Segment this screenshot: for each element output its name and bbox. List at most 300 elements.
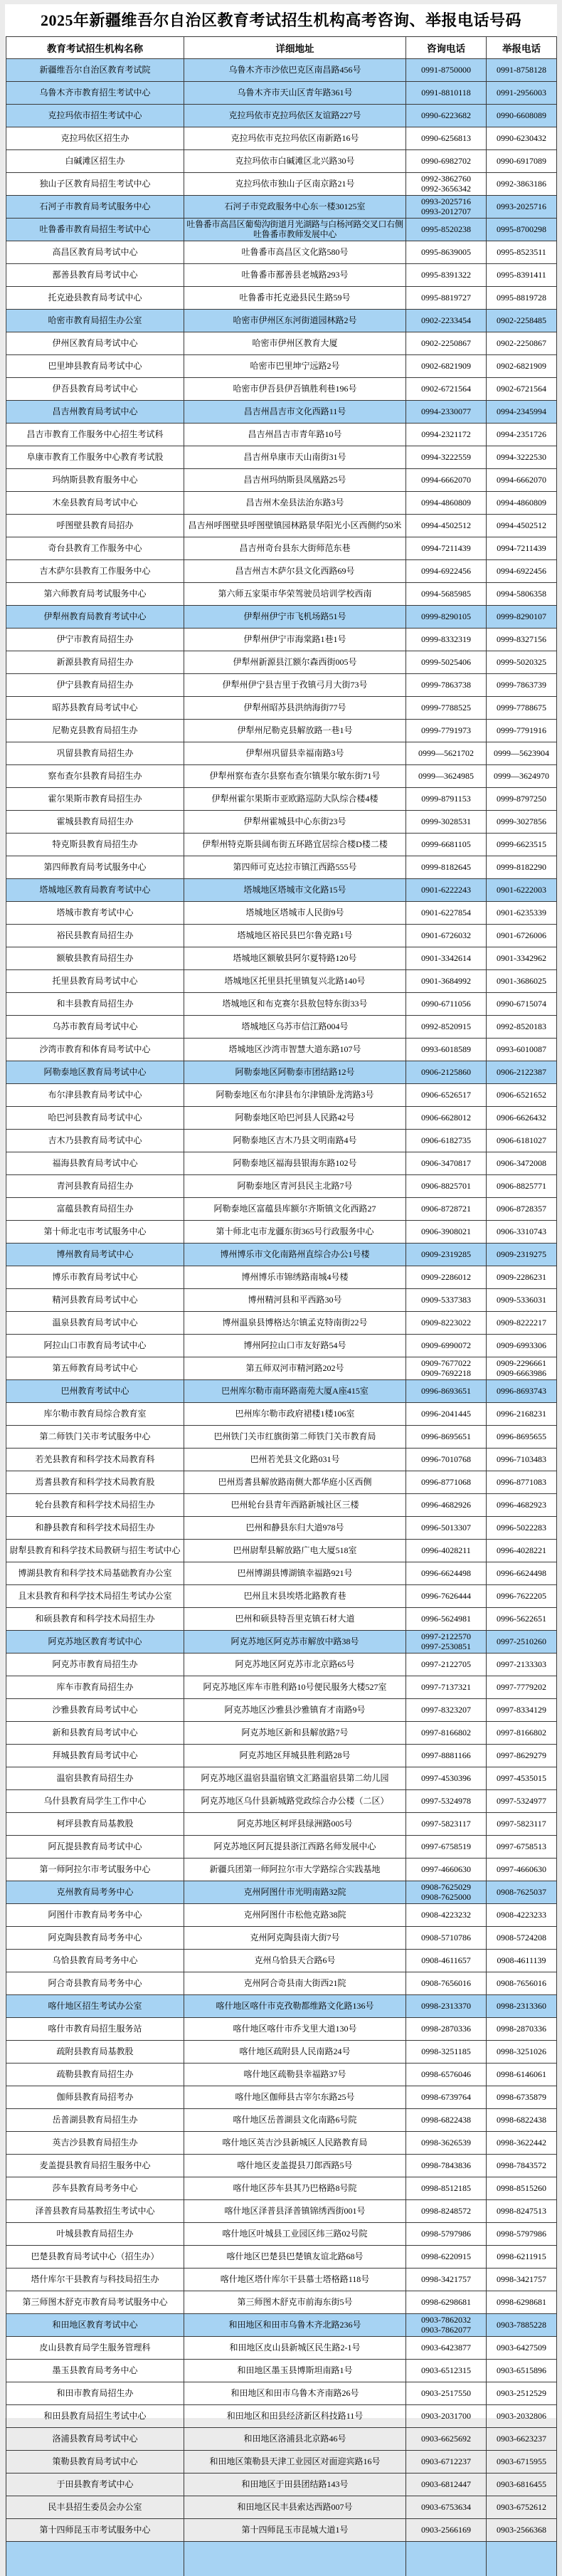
cell-consult-phone [406,1585,487,1608]
cell-address: 和田地区墨玉县博斯坦南路1号 [184,2360,406,2382]
cell-report-phone [487,196,557,219]
table-row [6,1904,557,1927]
phone-number: 0998-2313370 [408,2002,484,2011]
table-row [6,2382,557,2405]
cell-institution-name: 阿合奇县教育局考务中心 [6,1972,184,1995]
cell-address: 乌鲁木齐市天山区青年路361号 [184,82,406,105]
cell-consult-phone [406,2177,487,2200]
cell-consult-phone [406,1836,487,1859]
phone-number: 0999-6623515 [488,840,555,849]
table-row [6,82,557,105]
table-row [6,446,557,469]
cell-address: 乌鲁木齐市沙依巴克区南昌路456号 [184,59,406,82]
cell-consult-phone [406,105,487,127]
cell-consult-phone [406,173,487,196]
phone-number: 0998-3622442 [488,2138,555,2147]
table-row [6,287,557,310]
cell-address: 和田地区皮山县新城区民生路2-1号 [184,2337,406,2360]
phone-number: 0902-2258485 [488,316,555,325]
table-row [6,2519,557,2542]
phone-number: 0998-6739764 [408,2093,484,2102]
phone-number: 0909-2286231 [488,1273,555,1282]
cell-address: 伊犁州尼勒克县解放路一巷1号 [184,720,406,742]
cell-institution-name: 皮山县教育局学生服务管理科 [6,2337,184,2360]
cell-consult-phone [406,2155,487,2177]
phone-number: 0903-6515896 [488,2366,555,2375]
phone-number: 0990-6715074 [488,999,555,1009]
phone-number: 0908-4223233 [488,1910,555,1920]
cell-report-phone [487,879,557,902]
cell-report-phone [487,1904,557,1927]
phone-number: 0997-8166802 [408,1728,484,1738]
table-row [6,1130,557,1152]
phone-number: 0993-2012707 [408,207,484,216]
cell-address: 阿勒泰地区青河县民主北路7号 [184,1175,406,1198]
cell-consult-phone [406,925,487,947]
phone-number: 0997-5823117 [488,1819,555,1829]
phone-number: 0997-2122570 [408,1632,484,1641]
cell-consult-phone [406,1654,487,1676]
phone-number: 0995-8639005 [408,248,484,257]
phone-number: 0994-2345994 [488,407,555,416]
phone-number: 0999-6681105 [408,840,484,849]
cell-consult-phone [406,2086,487,2109]
cell-address: 喀什地区喀什市乔戈里大道130号 [184,2018,406,2041]
cell-institution-name: 沙雅县教育局考试中心 [6,1699,184,1722]
cell-consult-phone [406,1790,487,1813]
phone-number: 0998-8247513 [488,2207,555,2216]
phone-number: 0908-7625029 [408,1883,484,1892]
cell-institution-name: 独山子区教育局招生考试中心 [6,173,184,196]
cell-consult-phone [406,355,487,378]
cell-report-phone [487,355,557,378]
cell-address: 昌吉州玛纳斯县凤凰路25号 [184,469,406,492]
column-header-report-phone: 举报电话 [487,37,557,59]
phone-number: 0997-8166802 [488,1728,555,1738]
phone-number: 0999-8797250 [488,794,555,804]
phone-number: 0901-3684992 [408,977,484,986]
cell-consult-phone [406,1403,487,1426]
cell-report-phone [487,1995,557,2018]
cell-address: 塔城地区乌苏市信江路004号 [184,1016,406,1039]
cell-consult-phone [406,2269,487,2291]
phone-number: 0903-2512529 [488,2389,555,2398]
cell-institution-name: 吉木乃县教育局考试中心 [6,1130,184,1152]
cell-address: 巴州和静县东归大道978号 [184,1517,406,1540]
phone-number: 0996-5622651 [488,1614,555,1624]
phone-number: 0997-2530851 [408,1642,484,1651]
cell-address: 克州阿图什市光明南路32院 [184,1881,406,1904]
phone-number: 0999-8327156 [488,635,555,644]
table-row [6,173,557,196]
cell-consult-phone [406,2109,487,2132]
cell-empty [406,2542,487,2576]
cell-institution-name: 玛纳斯县教育服务中心 [6,469,184,492]
table-row [6,651,557,674]
cell-consult-phone [406,697,487,720]
cell-consult-phone [406,811,487,834]
cell-consult-phone [406,2451,487,2474]
phone-number: 0997-6758513 [488,1842,555,1851]
cell-institution-name: 阜康市教育工作服务中心教育考试股 [6,446,184,469]
phone-number: 0906-3470817 [408,1159,484,1168]
phone-number: 0908-4611657 [408,1956,484,1965]
cell-report-phone [487,1722,557,1745]
cell-institution-name: 和硕县教育和科学技术局招生办 [6,1608,184,1631]
phone-number: 0996-8693743 [488,1387,555,1396]
cell-report-phone [487,127,557,150]
phone-number: 0999—3624985 [408,772,484,781]
table-row [6,59,557,82]
phone-number: 0994-6922456 [408,567,484,576]
cell-report-phone [487,1130,557,1152]
cell-address: 阿克苏地区阿瓦提县浙江西路名师发展中心 [184,1836,406,1859]
cell-consult-phone [406,82,487,105]
cell-address: 吐鲁番市鄯善县老城路293号 [184,264,406,287]
table-row [6,629,557,651]
cell-address: 巴州库尔勒市政府裙楼1楼106室 [184,1403,406,1426]
cell-institution-name: 呼图壁县教育局招办 [6,515,184,537]
cell-address: 哈密市伊吾县伊吾镇胜利巷196号 [184,378,406,401]
phone-number: 0992-3656342 [408,184,484,194]
cell-address: 博州博乐市文化南路州直综合办公1号楼 [184,1244,406,1266]
table-row [6,720,557,742]
cell-address: 喀什地区塔什库尔干县慕士塔格路118号 [184,2269,406,2291]
table-row [6,765,557,788]
table-row [6,2223,557,2246]
table-row [6,560,557,583]
cell-address: 吐鲁番市高昌区葡萄沟街道月光湖路与白杨河路交叉口右侧吐鲁番市教师发展中心 [184,219,406,241]
cell-consult-phone [406,196,487,219]
phone-number: 0997-4660630 [408,1865,484,1874]
cell-address: 塔城地区塔城市文化路15号 [184,879,406,902]
phone-number: 0991-2956003 [488,88,555,98]
cell-report-phone [487,1562,557,1585]
cell-consult-phone [406,2382,487,2405]
table-row [6,1471,557,1494]
cell-institution-name: 克州教育局考务中心 [6,1881,184,1904]
phone-number: 0909-5336031 [488,1295,555,1305]
phone-number: 0909-7677022 [408,1359,484,1368]
phone-number: 0990-6711056 [408,999,484,1009]
cell-institution-name: 若羌县教育和科学技术局教育科 [6,1449,184,1471]
cell-consult-phone [406,264,487,287]
cell-institution-name: 巴州教育考试中心 [6,1380,184,1403]
table-row [6,105,557,127]
phone-number: 0996-4682923 [488,1500,555,1510]
table-row [6,378,557,401]
phone-number: 0998-3421757 [488,2275,555,2284]
cell-consult-phone [406,1426,487,1449]
phone-number: 0902-6721564 [408,384,484,394]
phone-number: 0996-8695655 [488,1432,555,1441]
cell-report-phone [487,742,557,765]
cell-address: 伊犁州霍尔果斯市亚欧路巡防大队综合楼4楼 [184,788,406,811]
cell-consult-phone [406,947,487,970]
cell-consult-phone [406,1244,487,1266]
cell-consult-phone [406,1767,487,1790]
table-row [6,2155,557,2177]
phone-number: 0998-2870336 [408,2024,484,2034]
phone-number: 0997-5324978 [408,1797,484,1806]
cell-address: 第六师五家渠市华荣驾驶员培训学校西南 [184,583,406,606]
partial-table-row [6,2542,557,2576]
cell-consult-phone [406,2246,487,2269]
phone-number: 0995-8520238 [408,225,484,234]
phone-number: 0902-2233454 [408,316,484,325]
cell-report-phone [487,902,557,925]
table-row [6,1152,557,1175]
table-row [6,856,557,879]
cell-report-phone [487,1540,557,1562]
cell-report-phone [487,1289,557,1312]
phone-number: 0903-2566368 [488,2525,555,2535]
cell-address: 和田地区策勒县天津工业园区对面迎宾路16号 [184,2451,406,2474]
cell-consult-phone [406,879,487,902]
phone-number: 0994-5685985 [408,589,484,599]
cell-institution-name: 特克斯县教育局招生办 [6,834,184,856]
cell-institution-name: 巴楚县教育局考试中心（招生办） [6,2246,184,2269]
phone-number: 0908-5724208 [488,1933,555,1942]
cell-address: 阿勒泰地区哈巴河县人民路42号 [184,1107,406,1130]
cell-consult-phone [406,1859,487,1881]
cell-address: 吐鲁番市高昌区文化路580号 [184,241,406,264]
table-row [6,834,557,856]
phone-number: 0994-3222530 [488,453,555,462]
table-row [6,2474,557,2496]
cell-institution-name: 博州教育局考试中心 [6,1244,184,1266]
table-row [6,788,557,811]
phone-number: 0993-2025716 [488,202,555,211]
phone-number: 0993-6010087 [488,1045,555,1054]
phone-number: 0999-5025406 [408,658,484,667]
cell-address: 博州博乐市锦绣路南城4号楼 [184,1266,406,1289]
table-row [6,1061,557,1084]
phone-number: 0996-8771083 [488,1478,555,1487]
phone-number: 0999-7788675 [488,703,555,713]
cell-report-phone [487,173,557,196]
cell-institution-name: 阿克陶县教育局考务中心 [6,1927,184,1950]
cell-consult-phone [406,583,487,606]
cell-address: 昌吉州木垒县法治东路3号 [184,492,406,515]
table-row [6,2314,557,2337]
phone-number: 0909-2319275 [488,1250,555,1259]
cell-address: 巴州尉犁县解放路广电大厦518室 [184,1540,406,1562]
cell-institution-name: 霍尔果斯市教育局招生办 [6,788,184,811]
cell-report-phone [487,2360,557,2382]
cell-institution-name: 和田地区教育考试中心 [6,2314,184,2337]
cell-address: 阿克苏地区乌什县新城路党政综合办公楼（二区） [184,1790,406,1813]
cell-consult-phone [406,1084,487,1107]
table-row [6,1494,557,1517]
cell-institution-name: 博湖县教育和科学技术局基础教育办公室 [6,1562,184,1585]
table-row [6,1950,557,1972]
phone-number: 0992-3863186 [488,179,555,189]
cell-consult-phone [406,401,487,424]
table-row [6,2269,557,2291]
table-row [6,1039,557,1061]
phone-number: 0998-6576046 [408,2070,484,2079]
cell-report-phone [487,537,557,560]
phone-number: 0990-6982702 [408,157,484,166]
phone-number: 0997-2122705 [408,1660,484,1669]
table-row [6,947,557,970]
phone-number: 0994-6922456 [488,567,555,576]
phone-number: 0996-2041445 [408,1409,484,1419]
phone-table [6,36,557,2576]
cell-institution-name: 托里县教育局考试中心 [6,970,184,993]
cell-address: 伊犁州伊宁市海棠路1巷1号 [184,629,406,651]
table-row [6,993,557,1016]
table-row [6,1562,557,1585]
table-row [6,2496,557,2519]
phone-number: 0901-3686025 [488,977,555,986]
table-row [6,2428,557,2451]
phone-number: 0990-6230432 [488,134,555,143]
cell-consult-phone [406,1927,487,1950]
cell-address: 克拉玛依市克拉玛依区南新路16号 [184,127,406,150]
cell-empty [487,2542,557,2576]
phone-number: 0906-8728357 [488,1204,555,1214]
cell-report-phone [487,1266,557,1289]
phone-number: 0998-2870336 [488,2024,555,2034]
phone-number: 0903-7862077 [408,2325,484,2335]
cell-institution-name: 阿勒泰地区教育局考试中心 [6,1061,184,1084]
table-row [6,537,557,560]
cell-institution-name: 哈密市教育局招生办公室 [6,310,184,332]
cell-report-phone [487,1244,557,1266]
table-row [6,469,557,492]
phone-number: 0906-3310743 [488,1227,555,1236]
cell-address: 喀什地区泽普县泽普镇锦绣西街001号 [184,2200,406,2223]
cell-report-phone [487,1699,557,1722]
cell-report-phone [487,925,557,947]
table-row [6,1449,557,1471]
phone-number: 0998-7843836 [408,2161,484,2170]
table-row [6,2177,557,2200]
document-sheet [5,4,557,2418]
phone-number: 0903-7862032 [408,2315,484,2325]
cell-institution-name: 新疆维吾尔自治区教育考试院 [6,59,184,82]
phone-number: 0995-8391322 [408,270,484,280]
cell-report-phone [487,2041,557,2064]
table-row [6,1221,557,1244]
cell-consult-phone [406,1016,487,1039]
cell-address: 博州温泉县博格达尔镇孟克特南街22号 [184,1312,406,1335]
table-row [6,1881,557,1904]
phone-number: 0995-8819728 [488,293,555,303]
phone-number: 0901-6235339 [488,908,555,918]
cell-consult-phone [406,1904,487,1927]
cell-address: 昌吉州呼图壁县呼图壁镇园林路景华阳光小区西侧约50米 [184,515,406,537]
cell-address: 阿克苏地区温宿县温宿镇文汇路温宿县第二幼儿园 [184,1767,406,1790]
cell-report-phone [487,1312,557,1335]
cell-institution-name: 第二师铁门关市考试服务中心 [6,1426,184,1449]
cell-consult-phone [406,492,487,515]
cell-report-phone [487,219,557,241]
table-row [6,492,557,515]
cell-report-phone [487,1813,557,1836]
cell-address: 吐鲁番市托克逊县民生路59号 [184,287,406,310]
cell-report-phone [487,1676,557,1699]
cell-institution-name: 塔城市教育考试中心 [6,902,184,925]
page-title: 2025年新疆维吾尔自治区教育考试招生机构高考咨询、举报电话号码 [5,4,557,36]
cell-address: 巴州博湖县博湖镇幸福路921号 [184,1562,406,1585]
cell-report-phone [487,332,557,355]
cell-institution-name: 焉耆县教育和科学技术局教育股 [6,1471,184,1494]
cell-report-phone [487,1585,557,1608]
cell-report-phone [487,515,557,537]
cell-consult-phone [406,378,487,401]
phone-number: 0996-5013307 [408,1523,484,1533]
cell-consult-phone [406,2496,487,2519]
cell-report-phone [487,1950,557,1972]
cell-address: 阿勒泰地区福海县银海东路102号 [184,1152,406,1175]
cell-address: 第三师图木舒克市前海东街5号 [184,2291,406,2314]
table-row [6,1084,557,1107]
cell-consult-phone [406,1494,487,1517]
phone-number: 0998-6211915 [488,2252,555,2261]
table-row [6,1995,557,2018]
cell-address: 博州阿拉山口市友好路54号 [184,1335,406,1357]
cell-consult-phone [406,1221,487,1244]
phone-number: 0997-2510260 [488,1637,555,1646]
table-row [6,1813,557,1836]
cell-address: 第十师北屯市龙疆东街365号行政服务中心 [184,1221,406,1244]
table-row [6,515,557,537]
table-row [6,219,557,241]
table-row [6,697,557,720]
cell-consult-phone [406,537,487,560]
cell-report-phone [487,105,557,127]
table-row [6,150,557,173]
cell-report-phone [487,1016,557,1039]
table-row [6,1517,557,1540]
table-row [6,742,557,765]
table-row [6,196,557,219]
cell-report-phone [487,2132,557,2155]
cell-report-phone [487,674,557,697]
phone-number: 0902-6821909 [488,362,555,371]
cell-institution-name: 鄯善县教育局考试中心 [6,264,184,287]
cell-consult-phone [406,446,487,469]
phone-number: 0997-2133303 [488,1660,555,1669]
cell-institution-name: 哈巴河县教育局考试中心 [6,1107,184,1130]
cell-institution-name: 第五师教育局考试中心 [6,1357,184,1380]
phone-number: 0901-3342962 [488,954,555,963]
cell-report-phone [487,1517,557,1540]
table-row [6,1380,557,1403]
table-row [6,1859,557,1881]
cell-address: 伊犁州伊宁县吉里于孜镇弓月大街73号 [184,674,406,697]
cell-consult-phone [406,856,487,879]
cell-report-phone [487,241,557,264]
cell-address: 塔城地区裕民县巴尔鲁克路1号 [184,925,406,947]
phone-number: 0906-6628012 [408,1113,484,1123]
phone-number: 0999-7863738 [408,680,484,690]
cell-institution-name: 昌吉州教育局考试中心 [6,401,184,424]
cell-address: 巴州库尔勒市南环路南苑大厦A座415室 [184,1380,406,1403]
cell-consult-phone [406,1540,487,1562]
table-row [6,1722,557,1745]
cell-report-phone [487,765,557,788]
cell-institution-name: 伊州区教育局考试中心 [6,332,184,355]
cell-institution-name: 伽师县教育局招考办 [6,2086,184,2109]
cell-report-phone [487,1426,557,1449]
cell-report-phone [487,1084,557,1107]
cell-institution-name: 第十师北屯市考试服务中心 [6,1221,184,1244]
cell-address: 克拉玛依市白碱滩区北兴路30号 [184,150,406,173]
